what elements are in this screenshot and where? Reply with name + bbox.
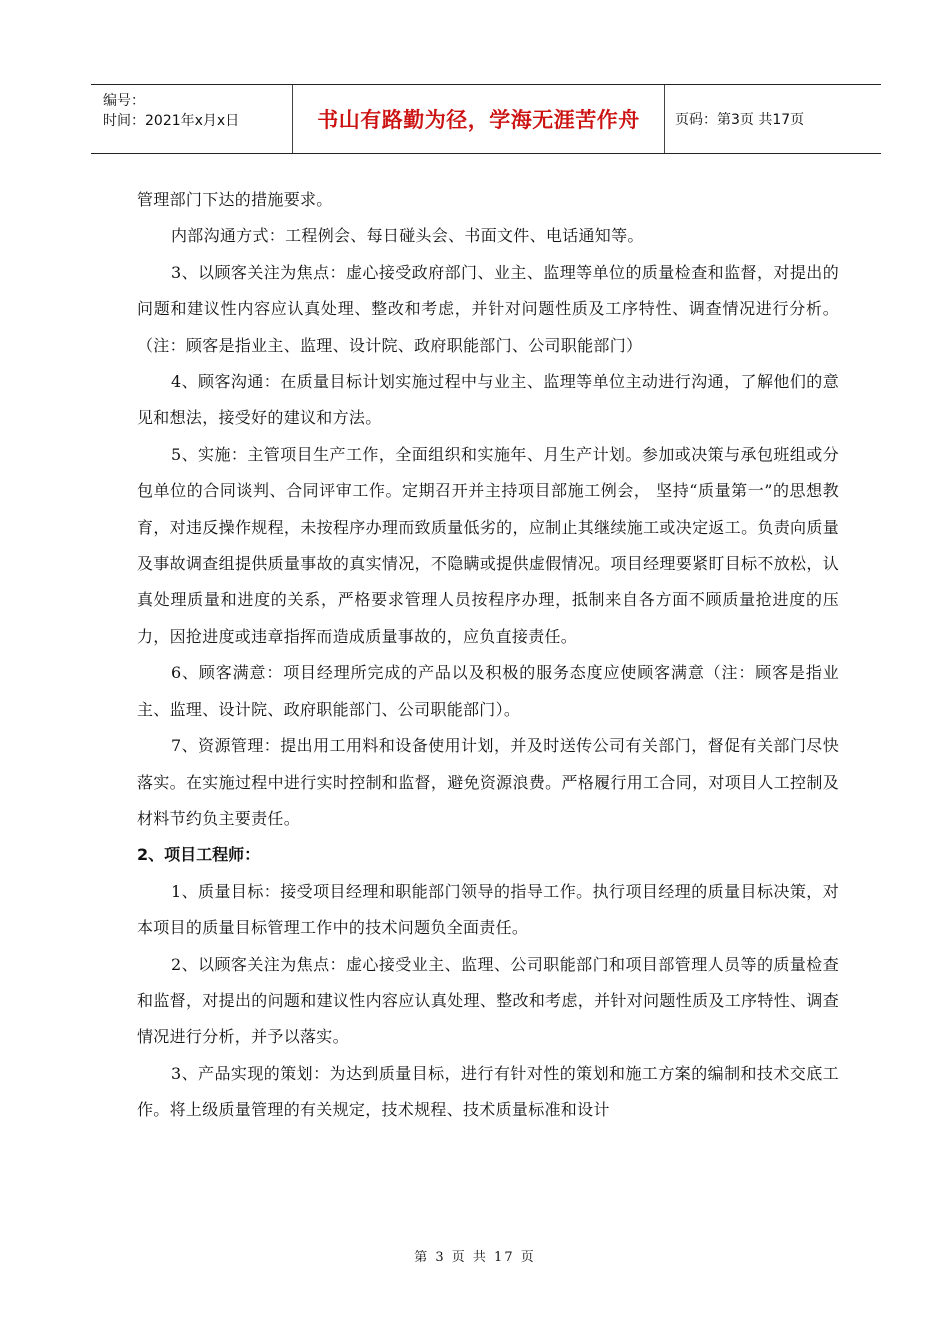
document-time-label: 时间：2021年x月x日 [103,113,240,129]
document-body [137,182,839,1129]
paragraph: 3、产品实现的策划：为达到质量目标，进行有针对性的策划和施工方案的编制和技术交底工作。将上级质量管理的有关规定，技术规程、技术质量标准和设计 [137,1063,839,1120]
header-motto-cell [293,85,665,153]
header-page-number: 页码：第3页 共17页 [675,112,805,128]
document-number-label: 编号： [103,93,145,109]
header-meta-cell [91,85,293,153]
page-footer: 第 3 页 共 17 页 [414,1250,536,1265]
header-motto: 书山有路勤为径，学海无涯苦作舟 [317,108,640,132]
paragraph: 管理部门下达的措施要求。 [137,190,333,209]
section-heading: 2、项目工程师： [137,845,261,865]
paragraph: 5、实施：主管项目生产工作，全面组织和实施年、月生产计划。参加或决策与承包班组或分包单位的合同谈判、合同评审工作。定期召开并主持项目部施工例会， 坚持“质量第一”的思想教育，对违反操作规程，未按程序办理而致质量低劣的，应制止其继续施工或决定返工。负责向质量及事故调查组提供质量事故的真实情况，不隐瞒或提供虚假情况。项目经理要紧盯目标不放松，认真处理质量和进度的关系，严格要求管理人员按程序办理，抵制来自各方面不顾质量抢进度的压力，因抢进度或违章指挥而造成质量事故的，应负直接责任。 [137,444,839,646]
paragraph: 1、质量目标：接受项目经理和职能部门领导的指导工作。执行项目经理的质量目标决策，对本项目的质量目标管理工作中的技术问题负全面责任。 [137,881,839,938]
page-header [91,84,881,154]
paragraph: 内部沟通方式：工程例会、每日碰头会、书面文件、电话通知等。 [171,226,644,246]
paragraph: 2、以顾客关注为焦点：虚心接受业主、监理、公司职能部门和项目部管理人员等的质量检查和监督，对提出的问题和建议性内容应认真处理、整改和考虑，并针对问题性质及工序特性、调查情况进行分析，并予以落实。 [137,954,839,1047]
paragraph: 3、以顾客关注为焦点：虚心接受政府部门、业主、监理等单位的质量检查和监督，对提出的问题和建议性内容应认真处理、整改和考虑，并针对问题性质及工序特性、调查情况进行分析。（注：顾客是指业主、监理、设计院、政府职能部门、公司职能部门） [137,262,839,355]
header-page-cell [665,85,881,153]
paragraph: 7、资源管理：提出用工用料和设备使用计划，并及时送传公司有关部门，督促有关部门尽快落实。在实施过程中进行实时控制和监督，避免资源浪费。严格履行用工合同，对项目人工控制及材料节约负主要责任。 [137,736,839,828]
paragraph: 4、顾客沟通：在质量目标计划实施过程中与业主、监理等单位主动进行沟通，了解他们的意见和想法，接受好的建议和方法。 [137,372,839,428]
paragraph: 6、顾客满意：项目经理所完成的产品以及积极的服务态度应使顾客满意（注：顾客是指业主、监理、设计院、政府职能部门、公司职能部门）。 [137,663,839,719]
